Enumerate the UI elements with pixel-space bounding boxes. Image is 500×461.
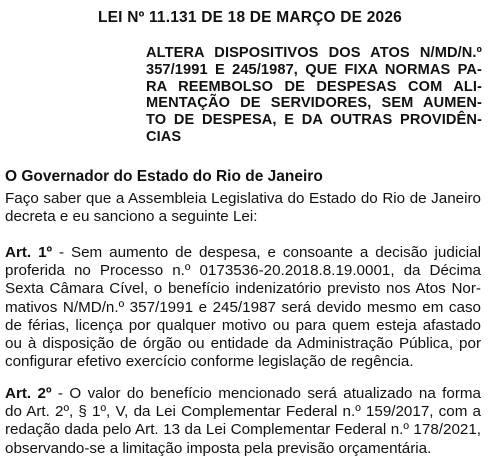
paragraph-line: Faço saber que a Assembleia Legislativa do Estado do Rio de Janeiro (5, 190, 481, 207)
ementa-line: 357/1991 E 245/1987, QUE FIXA NORMAS PA- (146, 61, 482, 78)
paragraph-line: mativos N/MD/n.º 357/1991 e 245/1987 será devido mesmo em caso (5, 298, 481, 316)
paragraph-line: do Art. 2º, § 1º, V, da Lei Complementar Federal n.º 159/2017, com a (5, 403, 481, 421)
article-text: - O valor do benefício mencionado será atualizado na forma (51, 385, 482, 402)
ementa-line: TO DE DESPESA, E DA OUTRAS PROVIDÊN- (146, 112, 482, 129)
article-label: Art. 2º (5, 385, 52, 402)
paragraph-line: de férias, licença por qualquer motivo ou para quem esteja afastado (5, 316, 481, 334)
ementa-line: RA REEMBOLSO DE DESPESAS COM ALI- (146, 78, 482, 95)
enactment-clause (5, 190, 481, 226)
law-title: LEI Nº 11.131 DE 18 DE MARÇO DE 2026 (97, 9, 403, 26)
ementa (146, 45, 482, 146)
ementa-line: ALTERA DISPOSITIVOS DOS ATOS N/MD/N.º (146, 45, 482, 61)
paragraph-line (5, 244, 481, 262)
paragraph-line (5, 385, 481, 403)
article-1 (5, 244, 481, 371)
paragraph-line: observando-se a limitação imposta pela previsão orçamentária. (5, 439, 432, 457)
paragraph-line: Sexta Câmara Cível, o benefício indenizatório previsto nos Atos Nor- (5, 280, 481, 298)
article-text: - Sem aumento de despesa, e consoante a decisão judicial (52, 244, 481, 261)
paragraph-line: proferida no Processo n.º 0173536-20.2018.8.19.0001, da Décima (5, 262, 481, 280)
paragraph-line: ou à disposição de órgão ou entidade da Administração Pública, por (5, 335, 481, 353)
article-label: Art. 1º (5, 244, 53, 261)
paragraph-line: configurar efetivo exercício conforme legislação de regência. (5, 353, 414, 371)
paragraph-line: redação dada pelo Art. 13 da Lei Complementar Federal n.º 178/2021, (5, 421, 481, 439)
governor-heading: O Governador do Estado do Rio de Janeiro (5, 168, 323, 185)
ementa-line: MENTAÇÃO DE SERVIDORES, SEM AUMEN- (146, 95, 482, 112)
paragraph-line: decreta e eu sanciono a seguinte Lei: (5, 208, 258, 226)
ementa-line: CIAS (146, 128, 182, 145)
article-2 (5, 385, 481, 458)
